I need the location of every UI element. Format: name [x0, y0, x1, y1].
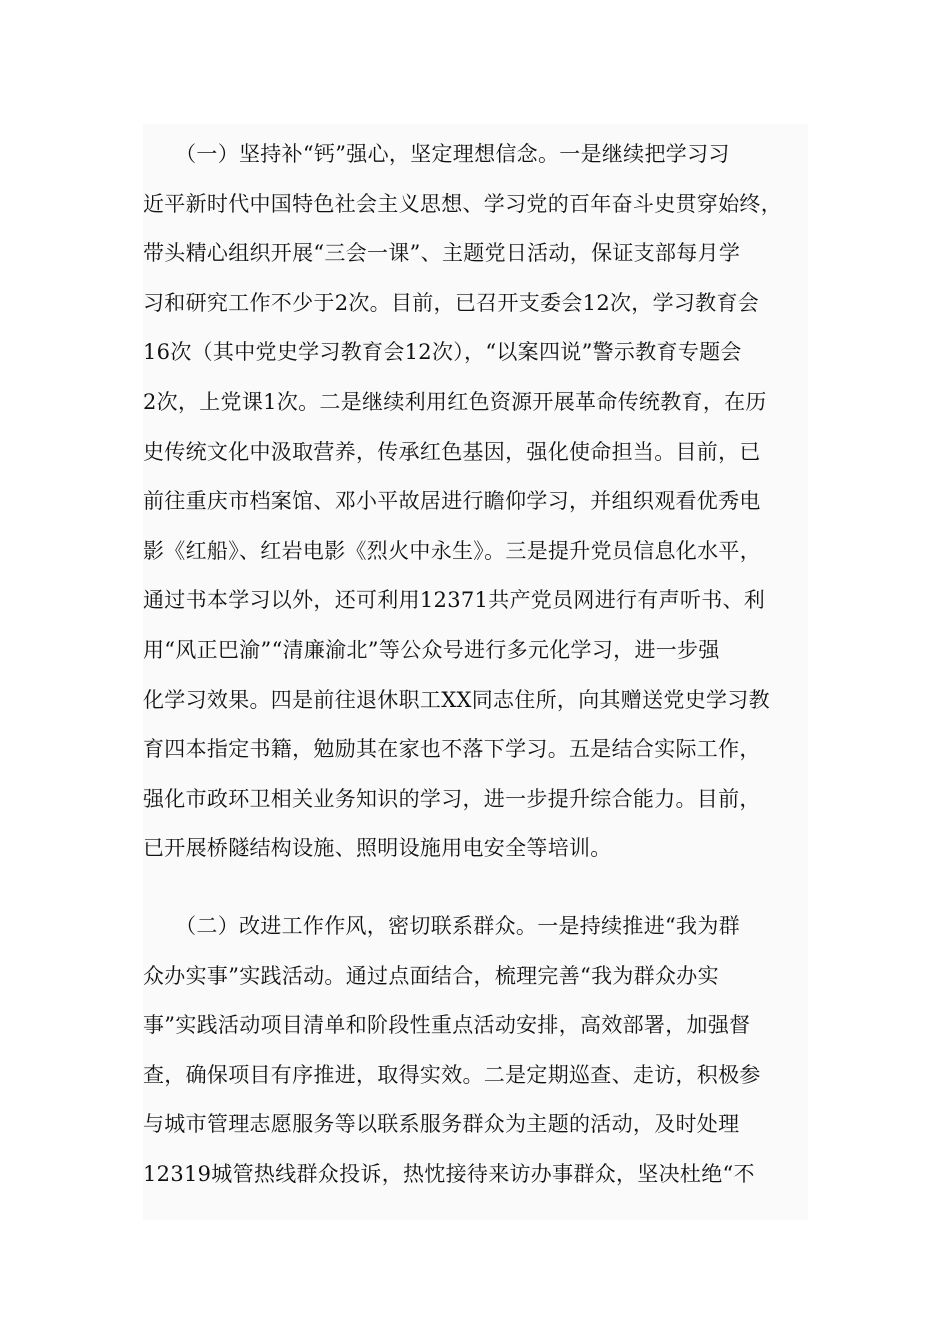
text-line: 众办实事”实践活动。通过点面结合，梳理完善“我为群众办实 [143, 963, 719, 988]
text-line: 与城市管理志愿服务等以联系服务群众为主题的活动，及时处理 [143, 1112, 740, 1137]
text-line: （二）改进工作作风，密切联系群众。一是持续推进“我为群 [143, 914, 740, 938]
text-line: 事”实践活动项目清单和阶段性重点活动安排，高效部署，加强督 [143, 1013, 751, 1038]
text-line: 已开展桥隧结构设施、照明设施用电安全等培训。 [143, 836, 612, 861]
paragraph-2 [143, 902, 808, 1200]
text-block [143, 124, 808, 1220]
text-line: 化学习效果。四是前往退休职工XX同志住所，向其赠送党史学习教 [143, 687, 770, 712]
text-line: 育四本指定书籍，勉励其在家也不落下学习。五是结合实际工作， [143, 737, 761, 762]
text-line: 史传统文化中汲取营养，传承红色基因，强化使命担当。目前，已 [143, 439, 761, 464]
paragraph-1 [143, 130, 808, 874]
text-line: 通过书本学习以外，还可利用12371共产党员网进行有声听书、利 [143, 588, 766, 613]
text-line: 12319城管热线群众投诉，热忱接待来访办事群众，坚决杜绝“不 [143, 1161, 755, 1186]
text-line: 强化市政环卫相关业务知识的学习，进一步提升综合能力。目前， [143, 786, 761, 811]
text-line: 影《红船》、红岩电影《烈火中永生》。三是提升党员信息化水平， [143, 538, 761, 563]
text-line: 习和研究工作不少于2次。目前，已召开支委会12次，学习教育会 [143, 290, 760, 315]
text-line: （一）坚持补“钙”强心，坚定理想信念。一是继续把学习习 [143, 142, 730, 166]
text-line: 前往重庆市档案馆、邓小平故居进行瞻仰学习，并组织观看优秀电 [143, 489, 761, 514]
text-line: 16次（其中党史学习教育会12次），“以案四说”警示教育专题会 [143, 340, 742, 365]
text-line: 用“风正巴渝”“清廉渝北”等公众号进行多元化学习，进一步强 [143, 637, 720, 662]
text-line: 2次，上党课1次。二是继续利用红色资源开展革命传统教育，在历 [143, 389, 767, 414]
text-line: 查，确保项目有序推进，取得实效。二是定期巡查、走访，积极参 [143, 1062, 761, 1087]
text-line: 近平新时代中国特色社会主义思想、学习党的百年奋斗史贯穿始终， [143, 191, 782, 216]
text-line: 带头精心组织开展“三会一课”、主题党日活动，保证支部每月学 [143, 241, 741, 266]
